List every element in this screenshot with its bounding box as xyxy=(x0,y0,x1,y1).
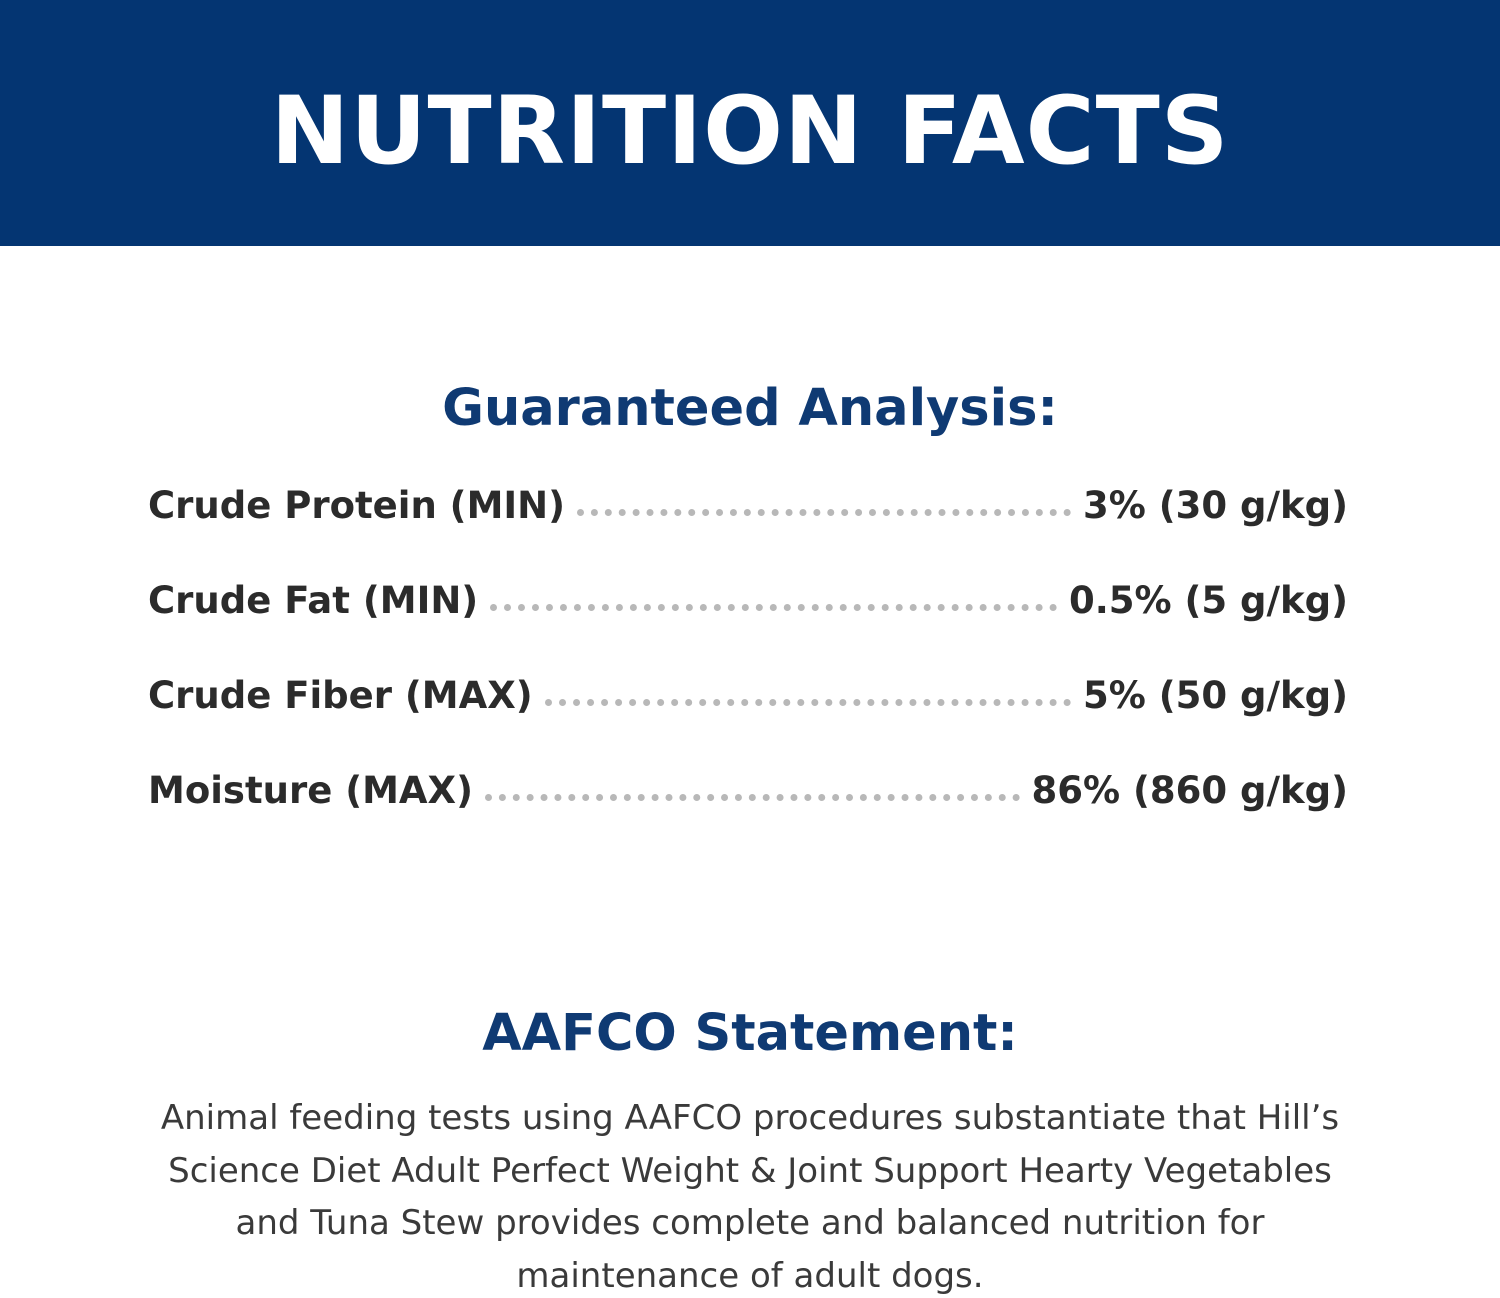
analysis-row-crude-protein xyxy=(148,484,1348,579)
analysis-row-label: Crude Protein (MIN) xyxy=(148,484,566,527)
dot-leader xyxy=(545,689,1071,706)
analysis-row-crude-fiber xyxy=(148,674,1348,769)
analysis-row-value: 5% (50 g/kg) xyxy=(1083,674,1348,717)
page-title: NUTRITION FACTS xyxy=(270,77,1230,186)
dot-leader xyxy=(485,784,1020,801)
analysis-row-value: 3% (30 g/kg) xyxy=(1083,484,1348,527)
dot-leader xyxy=(577,499,1071,516)
analysis-row-crude-fat xyxy=(148,579,1348,674)
analysis-row-label: Crude Fat (MIN) xyxy=(148,579,479,622)
aafco-statement-heading: AAFCO Statement: xyxy=(482,1004,1018,1063)
analysis-row-moisture xyxy=(148,769,1348,864)
analysis-row-value: 0.5% (5 g/kg) xyxy=(1068,579,1348,622)
analysis-row-value: 86% (860 g/kg) xyxy=(1031,769,1348,812)
guaranteed-analysis-heading: Guaranteed Analysis: xyxy=(442,379,1058,438)
dot-leader xyxy=(490,594,1057,611)
aafco-statement-text: Animal feeding tests using AAFCO procedures substantiate that Hill’s Science Diet Adult Perfect Weight & Joint Support Hearty Vegetables and Tuna Stew provides complete and balanced nutrition for maintenance of adult dogs. xyxy=(160,1098,1340,1296)
analysis-row-label: Crude Fiber (MAX) xyxy=(148,674,533,717)
analysis-row-label: Moisture (MAX) xyxy=(148,769,473,812)
title-banner xyxy=(0,0,1500,246)
guaranteed-analysis-table xyxy=(148,484,1348,864)
